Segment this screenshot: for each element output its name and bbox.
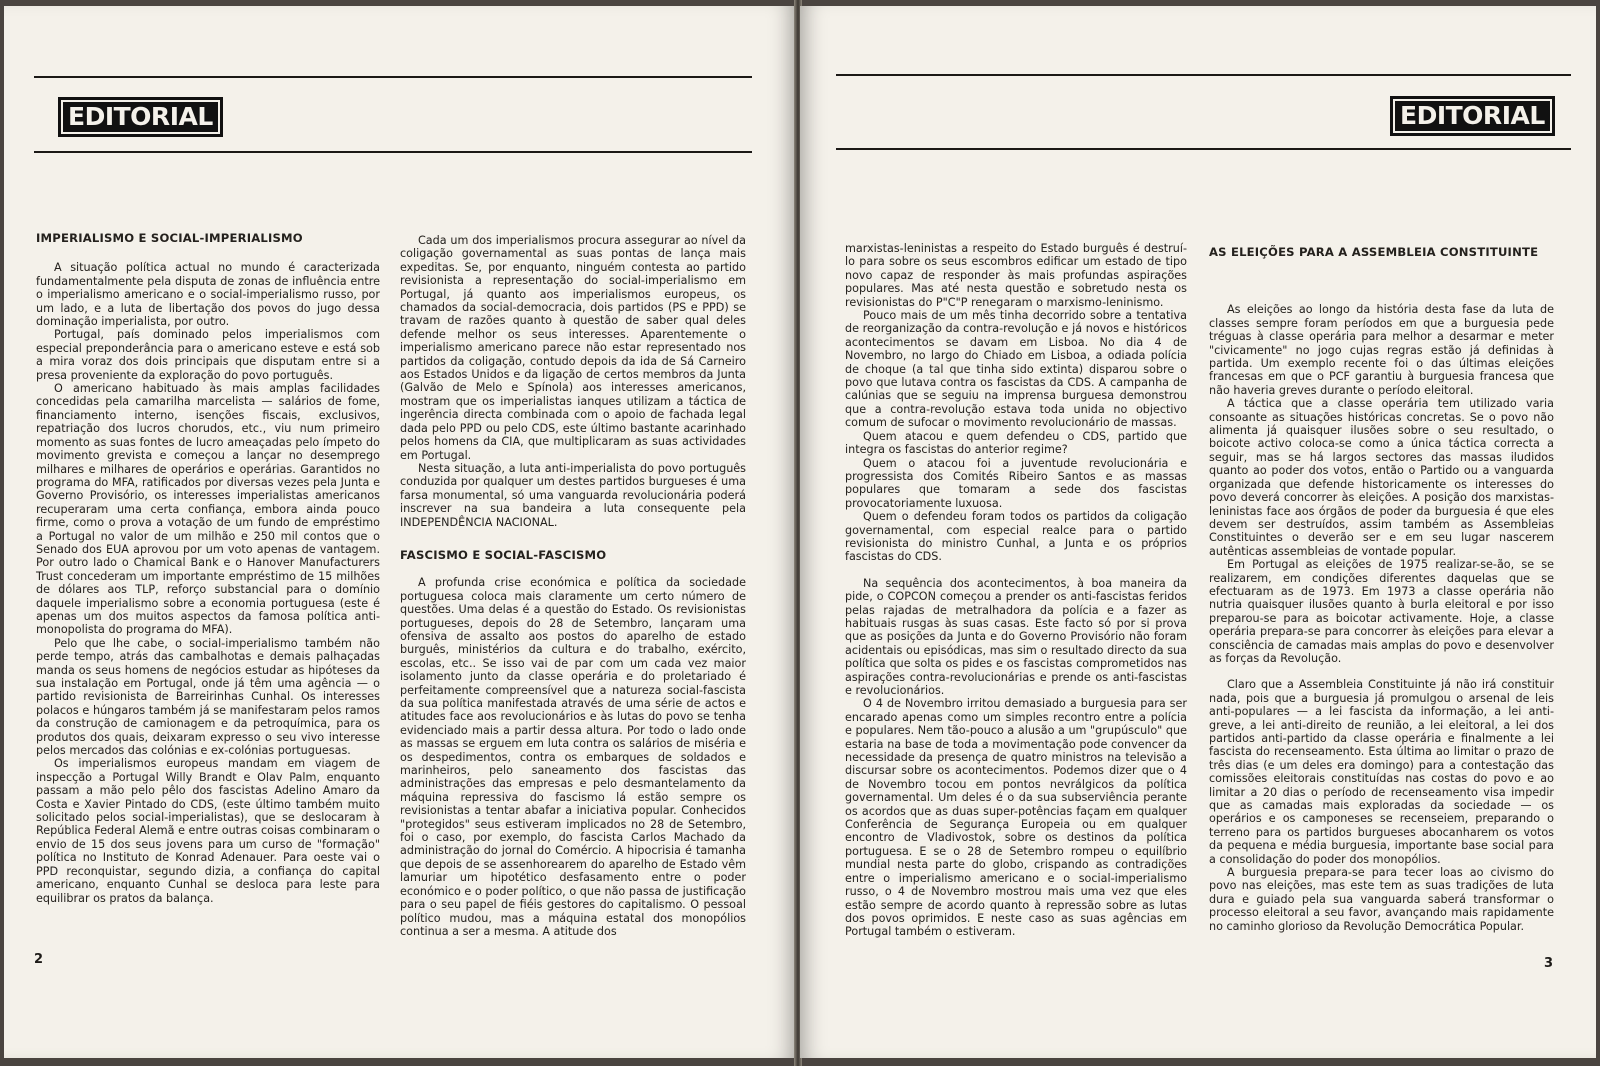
paragraph: Nesta situação, a luta anti-imperialista do povo português conduzida por qualquer um destes partidos burgueses é uma farsa monumental, só uma vanguarda revolucionária poderá inscrever na sua bandeira a luta consequente pela INDEPENDÊNCIA NACIONAL. [400,461,746,529]
paragraph: Em Portugal as eleições de 1975 realizar-se-ão, se se realizarem, em condições diferentes daquelas que se efectuaram as de 1973. Em 1973 a classe operária não nutria quaisquer ilusões quanto à burla eleitoral e por isso preparou-se para as boicotar activamente. Hoje, a classe operária prepara-se para concorrer às eleições para elevar a consciência de camadas mais amplas do povo e desenvolver as forças da Revolução. [1209,558,1554,665]
editorial-badge: EDITORIAL [58,97,223,137]
paragraph: Claro que a Assembleia Constituinte já não irá constituir nada, pois que a burguesia já promulgou o arsenal de leis anti-populares — a lei fascista da informação, a lei anti-greve, a lei anti-direito de reunião, a lei eleitoral, a lei dos partidos anti-partido da classe operária e finalmente a lei fascista do recenseamento. Esta última ao limitar o prazo de três dias (e um deles era domingo) para a contestação das comissões eleitorais constituídas nas costas do povo e ao limitar a 20 dias o período de recenseamento visa impedir que as camadas mais exploradas da sociedade — os operários e os camponeses se recenseiem, preparando o terreno para os partidos burgueses abocanharem os votos da pequena e média burguesia, importante base social para a consolidação do poder dos monopólios. [1209,678,1554,866]
paragraph: O 4 de Novembro irritou demasiado a burguesia para ser encarado apenas como um simples recontro entre a polícia e populares. Nem tão-pouco a alusão a um "grupúsculo" que estaria na base de toda a movimentação pode convencer da necessidade da presença de quatro ministros na televisão a discursar sobre os acontecimentos. Podemos dizer que o 4 de Novembro tocou em pontos nevrálgicos da política governamental. Um deles é o da sua subserviência perante os acordos que as duas super-potências façam em qualquer Conferência de Segurança Europeia ou em qualquer encontro de Vladivostok, sobre os destinos da política portuguesa. E se o 28 de Setembro rompeu o equilíbrio mundial nesta parte do globo, crispando as contradições entre o imperialismo americano e o social-imperialismo russo, o 4 de Novembro mostrou mais uma vez que eles estão sempre de acordo quanto à repressão sobre as lutas dos povos oprimidos. E neste caso as suas agências em Portugal também o estiveram. [845,697,1187,939]
paragraph: Pouco mais de um mês tinha decorrido sobre a tentativa de reorganização da contra-revolução e já novos e históricos acontecimentos se davam em Lisboa. No dia 4 de Novembro, no largo do Chiado em Lisboa, a odiada polícia de choque (a tal que tinha sido extinta) disparou sobre o povo que lutava contra os fascistas da CDS. A campanha de calúnias que se seguiu na imprensa burguesa demonstrou que a contra-revolução estava toda unida no objectivo comum de sufocar o movimento revolucionário de massas. [845,309,1187,430]
paragraph: A situação política actual no mundo é caracterizada fundamentalmente pela disputa de zonas de influência entre o imperialismo americano e o social-imperialismo russo, por um lado, e a luta de libertação dos povos do jugo dessa dominação imperialista, por outro. [36,261,380,329]
paragraph: Portugal, país dominado pelos imperialismos com especial preponderância para o americano esteve e está sob a mira voraz dos dois principais que disputam entre si a presa proveniente da exploração do povo português. [36,328,380,382]
right-column-2 [1209,246,1554,933]
page-number: 2 [34,952,44,967]
left-page [4,6,796,1058]
section-heading: AS ELEIÇÕES PARA A ASSEMBLEIA CONSTITUINTE [1209,245,1539,259]
paragraph: Quem o defendeu foram todos os partidos da coligação governamental, com especial realce para o partido revisionista do ministro Cunhal, a Junta e os próprios fascistas do CDS. [845,510,1187,564]
paragraph: A profunda crise económica e política da sociedade portuguesa coloca mais claramente um certo número de questões. Uma delas é a questão do Estado. Os revisionistas portugueses, depois do 28 de Setembro, lançaram uma ofensiva de assalto aos postos do aparelho de estado burguês, ministérios da cultura e do trabalho, exército, escolas, etc.. Se isso vai de par com um cada vez maior isolamento junto da classe operária e do proletariado é perfeitamente compreensível que a natureza social-fascista da sua política manifestada através de uma série de actos e atitudes face aos revolucionários e às lutas do povo se tenha evidenciado mais a partir dessa altura. Por todo o lado onde as massas se erguem em luta contra os salários de miséria e os despedimentos, contra os embarques de soldados e marinheiros, pelo saneamento dos fascistas das administrações das empresas e pelo desmantelamento da máquina repressiva do fascismo lá estão sempre os revisionistas a tentar abafar a iniciativa popular. Conhecidos "protegidos" seus estiveram implicados no 28 de Setembro, foi o caso, por exemplo, do fascista Carlos Machado da administração do jornal do Comércio. A hipocrisia é tamanha que depois de se assenhorearem do aparelho de Estado vêm lamuriar um hipotético desfasamento entre o poder económico e o poder político, o que não passa de justificação para o seu papel de fiéis gestores do capitalismo. O pessoal político mudou, mas a máquina estatal dos monopólios continua a ser a mesma. A atitude dos [400,576,746,938]
section-heading: FASCISMO E SOCIAL-FASCISMO [400,547,607,562]
paragraph: A táctica que a classe operária tem utilizado varia consoante as situações históricas concretas. Se o povo não alimenta já quaisquer ilusões sobre o seu resultado, o boicote activo coloca-se como a única táctica correcta a seguir, mas se há largos sectores das massas iludidos quanto ao poder dos votos, então o Partido ou a vanguarda organizada que defende historicamente os interesses do povo deverá concorrer às eleições. A posição dos marxistas-leninistas face aos órgãos de poder da burguesia é que eles devem ser destruídos, assim também as Assembleias Constituintes o deverão ser e em seu lugar nascerem autênticas assembleias de vontade popular. [1209,397,1554,558]
page-number: 3 [1544,956,1554,971]
section-heading: IMPERIALISMO E SOCIAL-IMPERIALISMO [36,231,303,245]
header-rule [836,148,1571,150]
left-column-1 [36,232,380,905]
editorial-badge: EDITORIAL [1390,96,1555,136]
paragraph: O americano habituado às mais amplas facilidades concedidas pela camarilha marcelista — salários de fome, financiamento interno, isenções fiscais, exclusivos, repatriação dos lucros chorudos, etc., viu num primeiro momento as suas fontes de lucro ameaçadas pelo ímpeto do movimento grevista e começou a lançar no desemprego milhares e milhares de operários e operárias. Garantidos no programa do MFA, ratificados por diversas vezes pela Junta e Governo Provisório, os interesses imperialistas americanos recuperaram uma certa confiança, embora ainda pouco firme, como o prova a votação de um fundo de empréstimo a Portugal no valor de um milhão e 250 mil contos que o Senado dos EUA aprovou por um voto apenas de vantagem. Por outro lado o Chamical Bank e o Hanover Manufacturers Trust concederam um importante empréstimo de 15 milhões de dólares aos TLP, reforço substancial para o domínio daquele imperialismo sobre a economia portuguesa (este é apenas um dos muitos aspectos da famosa política anti-monopolista do programa do MFA). [36,382,380,637]
paragraph: Cada um dos imperialismos procura assegurar ao nível da coligação governamental as suas pontas de lança mais expeditas. Se, por enquanto, ninguém contesta ao partido revisionista a representação do social-imperialismo em Portugal, já quanto aos imperialismos europeus, os chamados da social-democracia, dois partidos (PS e PPD) se travam de razões quanto à questão de saber qual deles defende melhor os seus interesses. Aparentemente o imperialismo americano parece não estar representado nos partidos da coligação, contudo depois da ida de Sá Carneiro aos Estados Unidos e da ligação de certos membros da Junta (Galvão de Melo e Spínola) aos interesses americanos, mostram que os imperialistas ianques utilizam a táctica de ingerência directa combinada com o apoio de fachada legal dada pelo PPD ou pelo CDS, este último bastante acarinhado pelos homens da CIA, que multiplicaram as suas actividades em Portugal. [400,234,746,462]
paragraph: Pelo que lhe cabe, o social-imperialismo também não perde tempo, atrás das cambalhotas e demais palhaçadas manda os seus homens de negócios estudar as hipóteses da sua instalação em Portugal, onde já têm uma agência — o partido revisionista de Barreirinhas Cunhal. Os interesses polacos e húngaros também já se manifestaram pelos ramos da construção de camionagem e da petroquímica, para os produtos dos quais, deixaram expresso o seu vivo interesse pelos mercados das colónias e ex-colónias portuguesas. [36,636,380,758]
top-rule [34,76,752,78]
header-rule [34,151,752,153]
paragraph: As eleições ao longo da história desta fase da luta de classes sempre foram períodos em que a burguesia pede tréguas à classe operária para melhor a desarmar e meter "civicamente" no jogo cujas regras estão já definidas à partida. Um exemplo recente foi o das últimas eleições francesas em que o PCF garantiu à burguesia francesa que não haveria greves durante o período eleitoral. [1209,303,1554,397]
paragraph: Os imperialismos europeus mandam em viagem de inspecção a Portugal Willy Brandt e Olav Palm, enquanto passam a mão pelo pêlo dos fascistas Adelino Amaro da Costa e Xavier Pintado do CDS, (este último também muito solicitado pelos social-imperialistas), que se deslocaram à República Federal Alemã e entre outras coisas combinaram o envio de 15 dos seus jovens para um curso de "formação" política no Instituto de Konrad Adenauer. Para oeste vai o PPD reconquistar, segundo dizia, a confiança do capital americano, enquanto Cunhal se desloca para leste para equilibrar os pratos da balança. [36,757,380,905]
right-page [800,6,1596,1058]
left-column-2 [400,234,746,938]
paragraph: Quem o atacou foi a juventude revolucionária e progressista dos Comités Ribeiro Santos e as massas populares que tomaram a sede dos fascistas provocatoriamente luxuosa. [845,456,1187,510]
paragraph: Na sequência dos acontecimentos, à boa maneira da pide, o COPCON começou a prender os anti-fascistas feridos pelas rajadas de metralhadora da polícia e a fazer as habituais rusgas às suas casas. Este facto só por si prova que as posições da Junta e do Governo Provisório não foram acidentais ou episódicas, mas sim o resultado directo da sua política que solta os pides e os fascistas comprometidos nas aspirações contra-revolucionárias e prende os anti-fascistas e revolucionários. [845,576,1187,697]
paragraph: A burguesia prepara-se para tecer loas ao civismo do povo nas eleições, mas este tem as suas tradições de luta dura e guiado pela sua vanguarda saberá transformar o processo eleitoral a seu favor, avançando mais rapidamente no caminho glorioso da Revolução Democrática Popular. [1209,866,1554,933]
right-column-1 [845,242,1187,939]
top-rule [836,74,1571,76]
paragraph: marxistas-leninistas a respeito do Estado burguês é destruí-lo para sobre os seus escombros edificar um estado de tipo novo capaz de responder às mais profundas aspirações populares. Mas até nesta questão e sobretudo nesta os revisionistas do P"C"P renegaram o marxismo-leninismo. [845,242,1187,309]
paragraph: Quem atacou e quem defendeu o CDS, partido que integra os fascistas do anterior regime? [845,429,1187,457]
